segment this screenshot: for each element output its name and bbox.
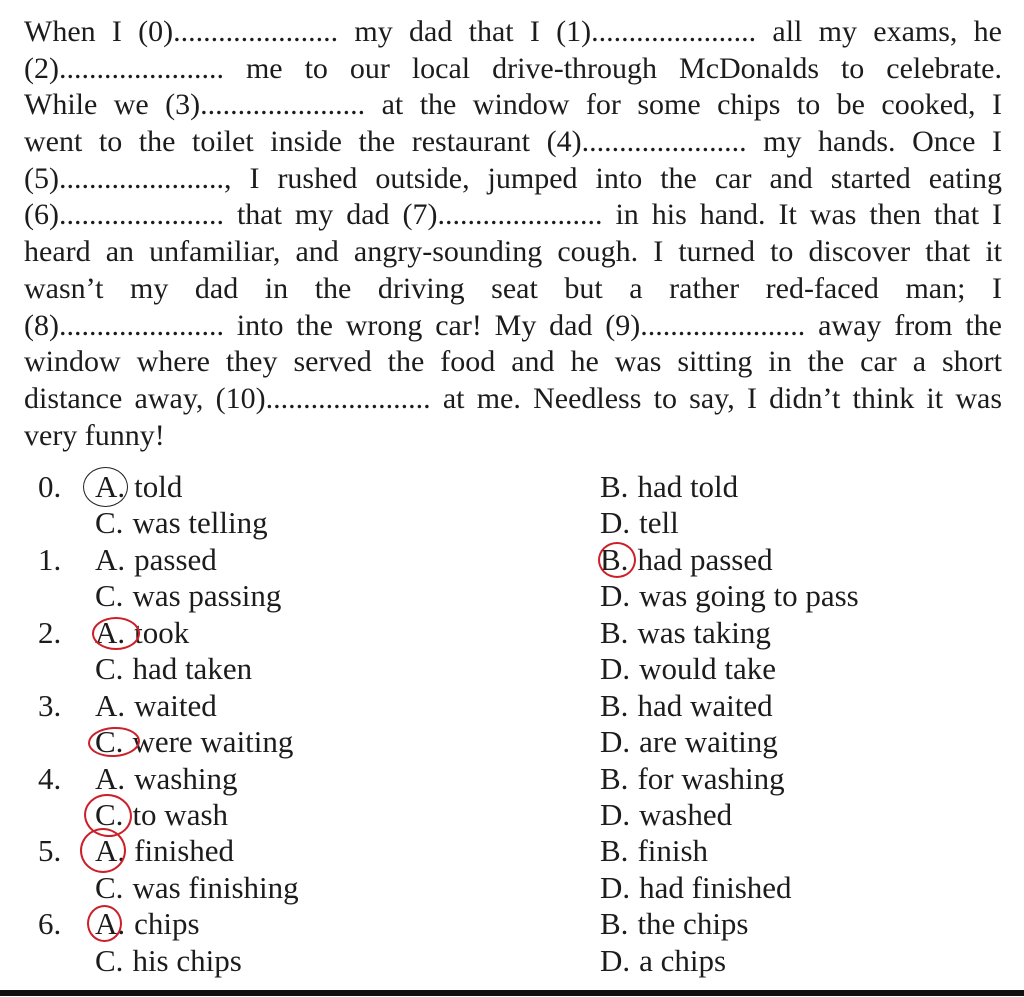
option-letter: B. — [600, 687, 629, 723]
option-letter: D. — [600, 869, 631, 905]
option-letter: C. — [95, 651, 124, 687]
option-letter: D. — [600, 942, 631, 978]
option-text: finish — [637, 833, 709, 869]
passage-line: (6)...................... that my dad (7)...................... in his hand. It was then that I — [24, 198, 1002, 232]
option-c — [95, 797, 600, 833]
option-a — [95, 688, 600, 724]
option-d — [600, 724, 998, 760]
option-letter: A. — [95, 615, 125, 651]
passage-line: While we (3)...................... at the window for some chips to be cooked, I — [24, 88, 1002, 122]
question-4 — [38, 761, 998, 834]
option-b — [600, 906, 998, 942]
option-c — [95, 724, 600, 760]
option-text: was finishing — [132, 869, 299, 905]
option-text: passed — [134, 541, 217, 577]
option-text: finished — [134, 833, 235, 869]
passage-line: heard an unfamiliar, and angry-sounding cough. I turned to discover that it — [24, 235, 1002, 269]
option-text: had passed — [637, 541, 773, 577]
option-letter: D. — [600, 505, 631, 541]
option-letter: D. — [600, 651, 631, 687]
option-text: a chips — [639, 942, 727, 978]
option-b — [600, 688, 998, 724]
option-letter: D. — [600, 724, 631, 760]
cloze-passage — [24, 14, 1002, 454]
option-a — [95, 469, 600, 505]
option-letter: B. — [600, 542, 628, 578]
option-letter: C. — [95, 869, 124, 905]
option-d — [600, 870, 998, 906]
answer-options — [38, 469, 998, 979]
option-c — [95, 870, 600, 906]
question-number: 3. — [38, 687, 62, 723]
option-b — [600, 542, 998, 578]
question-number: 2. — [38, 614, 62, 650]
option-text: was passing — [132, 578, 282, 614]
passage-line: wasn’t my dad in the driving seat but a rather red-faced man; I — [24, 271, 1002, 305]
question-3 — [38, 688, 998, 761]
passage-line: very funny! — [24, 418, 165, 452]
option-text: was going to pass — [639, 578, 859, 614]
option-a — [95, 542, 600, 578]
option-d — [600, 651, 998, 687]
option-letter: B. — [600, 760, 629, 796]
option-letter: A. — [95, 469, 125, 505]
option-letter: C. — [95, 724, 123, 760]
question-5 — [38, 833, 998, 906]
option-text: took — [134, 614, 190, 650]
option-d — [600, 797, 998, 833]
option-text: are waiting — [639, 724, 778, 760]
option-text: washed — [639, 796, 733, 832]
question-number: 6. — [38, 906, 62, 942]
option-letter: D. — [600, 796, 631, 832]
option-text: waited — [134, 687, 217, 723]
passage-line: went to the toilet inside the restaurant (4)...................... my hands. Once I — [24, 125, 1002, 159]
option-text: the chips — [637, 906, 749, 942]
question-1 — [38, 542, 998, 615]
option-text: for washing — [637, 760, 785, 796]
passage-line: (8)...................... into the wrong car! My dad (9)...................... away from the — [24, 308, 1002, 342]
option-text: would take — [639, 651, 777, 687]
question-number: 5. — [38, 833, 62, 869]
question-6 — [38, 906, 998, 979]
option-text: were waiting — [132, 724, 294, 760]
option-letter: C. — [95, 505, 124, 541]
option-letter: C. — [95, 942, 124, 978]
option-c — [95, 651, 600, 687]
option-letter: B. — [600, 906, 629, 942]
passage-line: (2)...................... me to our local drive-through McDonalds to celebrate. — [24, 51, 1002, 85]
question-number: 0. — [38, 469, 62, 504]
option-c — [95, 505, 600, 541]
option-text: told — [134, 469, 183, 504]
option-text: was taking — [637, 614, 771, 650]
option-text: was telling — [132, 505, 268, 541]
option-b — [600, 469, 998, 505]
option-letter: B. — [600, 833, 629, 869]
option-a — [95, 761, 600, 797]
option-letter: A. — [95, 541, 126, 577]
option-a — [95, 906, 600, 942]
answer-circle — [598, 542, 636, 578]
option-letter: C. — [95, 797, 123, 833]
answer-circle — [92, 617, 140, 650]
option-letter: A. — [95, 760, 126, 796]
question-number: 4. — [38, 760, 62, 796]
option-d — [600, 943, 998, 979]
option-letter: A. — [95, 833, 125, 869]
option-c — [95, 943, 600, 979]
option-text: had waited — [637, 687, 773, 723]
question-2 — [38, 615, 998, 688]
option-b — [600, 761, 998, 797]
option-letter: B. — [600, 469, 629, 504]
option-text: washing — [134, 760, 238, 796]
question-0 — [38, 469, 998, 542]
option-letter: B. — [600, 614, 629, 650]
option-text: chips — [134, 906, 200, 942]
option-text: his chips — [132, 942, 242, 978]
option-letter: D. — [600, 578, 631, 614]
option-text: tell — [639, 505, 679, 541]
passage-line: When I (0)...................... my dad that I (1)...................... all my exams, he — [24, 15, 1002, 48]
option-letter: C. — [95, 578, 124, 614]
question-number: 1. — [38, 541, 62, 577]
option-text: had finished — [639, 869, 792, 905]
option-text: to wash — [132, 796, 229, 832]
page-bottom-border — [0, 990, 1024, 996]
option-text: had told — [637, 469, 739, 504]
option-b — [600, 615, 998, 651]
option-d — [600, 578, 998, 614]
option-c — [95, 578, 600, 614]
option-text: had taken — [132, 651, 253, 687]
passage-line: (5)......................, I rushed outside, jumped into the car and started eating — [24, 161, 1002, 195]
passage-line: window where they served the food and he was sitting in the car a short — [24, 345, 1002, 379]
option-d — [600, 505, 998, 541]
option-a — [95, 615, 600, 651]
option-letter: A. — [95, 906, 125, 942]
option-a — [95, 833, 600, 869]
option-b — [600, 833, 998, 869]
passage-line: distance away, (10)...................... at me. Needless to say, I didn’t think it was — [24, 381, 1002, 415]
option-letter: A. — [95, 687, 126, 723]
